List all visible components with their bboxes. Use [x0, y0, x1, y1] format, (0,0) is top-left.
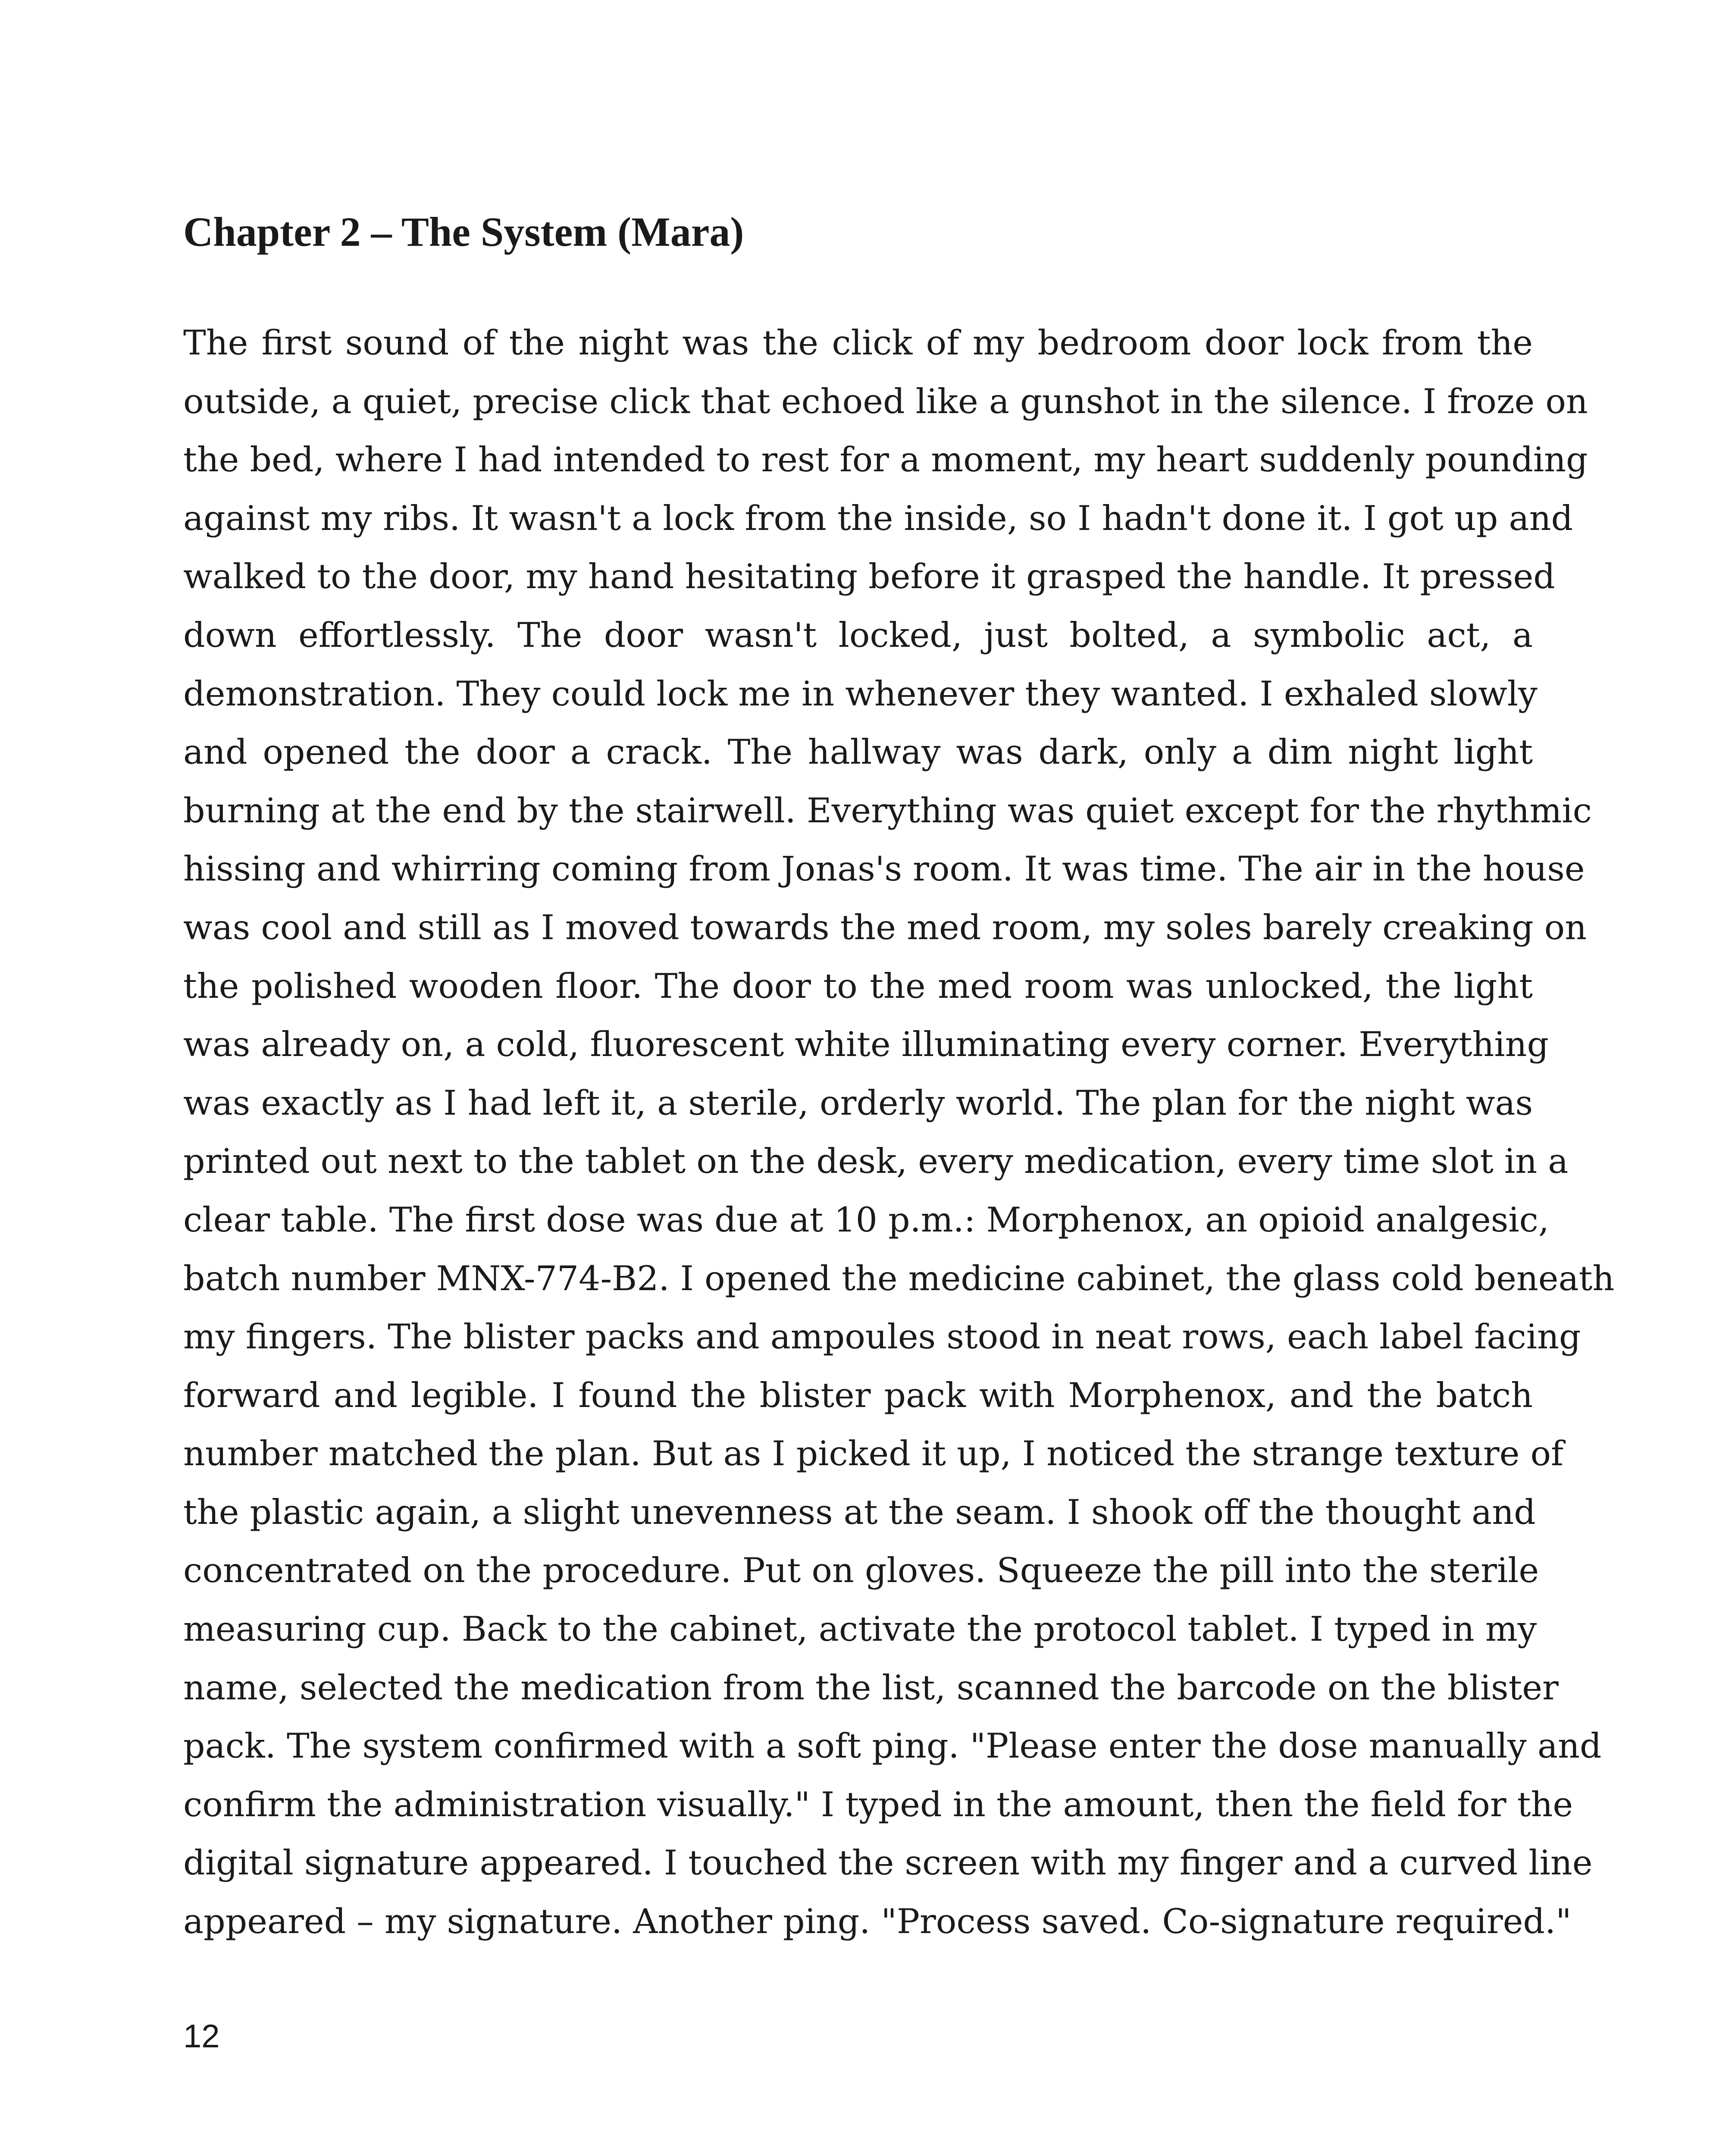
body-line: concentrated on the procedure. Put on gloves. Squeeze the pill into the sterile [183, 1551, 1539, 1591]
body-line: the plastic again, a slight unevenness at the seam. I shook off the thought and [183, 1492, 1536, 1532]
body-line: confirm the administration visually." I typed in the amount, then the field for the [183, 1784, 1573, 1824]
body-line: name, selected the medication from the list, scanned the barcode on the blister [183, 1667, 1559, 1708]
body-line: the polished wooden floor. The door to the med room was unlocked, the light [183, 966, 1533, 1006]
body-line: pack. The system confirmed with a soft ping. "Please enter the dose manually and [183, 1726, 1602, 1766]
body-line: down effortlessly. The door wasn't locked, just bolted, a symbolic act, a [183, 615, 1533, 655]
body-line: digital signature appeared. I touched the screen with my finger and a curved line [183, 1843, 1593, 1883]
body-line: clear table. The first dose was due at 10 p.m.: Morphenox, an opioid analgesic, [183, 1200, 1549, 1240]
body-line: demonstration. They could lock me in whenever they wanted. I exhaled slowly [183, 674, 1538, 714]
body-line: appeared – my signature. Another ping. "Process saved. Co-signature required." [183, 1902, 1572, 1942]
body-line: and opened the door a crack. The hallway was dark, only a dim night light [183, 732, 1533, 772]
body-line: The first sound of the night was the click of my bedroom door lock from the [183, 323, 1533, 363]
body-line: against my ribs. It wasn't a lock from the inside, so I hadn't done it. I got up and [183, 498, 1573, 538]
body-line: printed out next to the tablet on the desk, every medication, every time slot in a [183, 1141, 1569, 1181]
body-line: outside, a quiet, precise click that echoed like a gunshot in the silence. I froze on [183, 381, 1588, 421]
body-line: was cool and still as I moved towards the med room, my soles barely creaking on [183, 907, 1587, 947]
body-line: walked to the door, my hand hesitating before it grasped the handle. It pressed [183, 557, 1555, 597]
page-number: 12 [183, 2018, 220, 2055]
body-line: the bed, where I had intended to rest for a moment, my heart suddenly pounding [183, 440, 1588, 480]
body-line: hissing and whirring coming from Jonas's room. It was time. The air in the house [183, 849, 1585, 889]
body-line: my fingers. The blister packs and ampoules stood in neat rows, each label facing [183, 1317, 1581, 1357]
body-line: number matched the plan. But as I picked it up, I noticed the strange texture of [183, 1434, 1564, 1474]
body-line: burning at the end by the stairwell. Everything was quiet except for the rhythmic [183, 790, 1592, 830]
body-line: forward and legible. I found the blister pack with Morphenox, and the batch [183, 1375, 1533, 1415]
body-line: measuring cup. Back to the cabinet, activate the protocol tablet. I typed in my [183, 1609, 1537, 1649]
chapter-body [183, 314, 1615, 1951]
body-line: was already on, a cold, fluorescent white illuminating every corner. Everything [183, 1025, 1549, 1065]
body-line: was exactly as I had left it, a sterile, orderly world. The plan for the night was [183, 1083, 1533, 1123]
body-line: batch number MNX-774-B2. I opened the medicine cabinet, the glass cold beneath [183, 1258, 1615, 1298]
chapter-title: Chapter 2 – The System (Mara) [183, 209, 744, 255]
